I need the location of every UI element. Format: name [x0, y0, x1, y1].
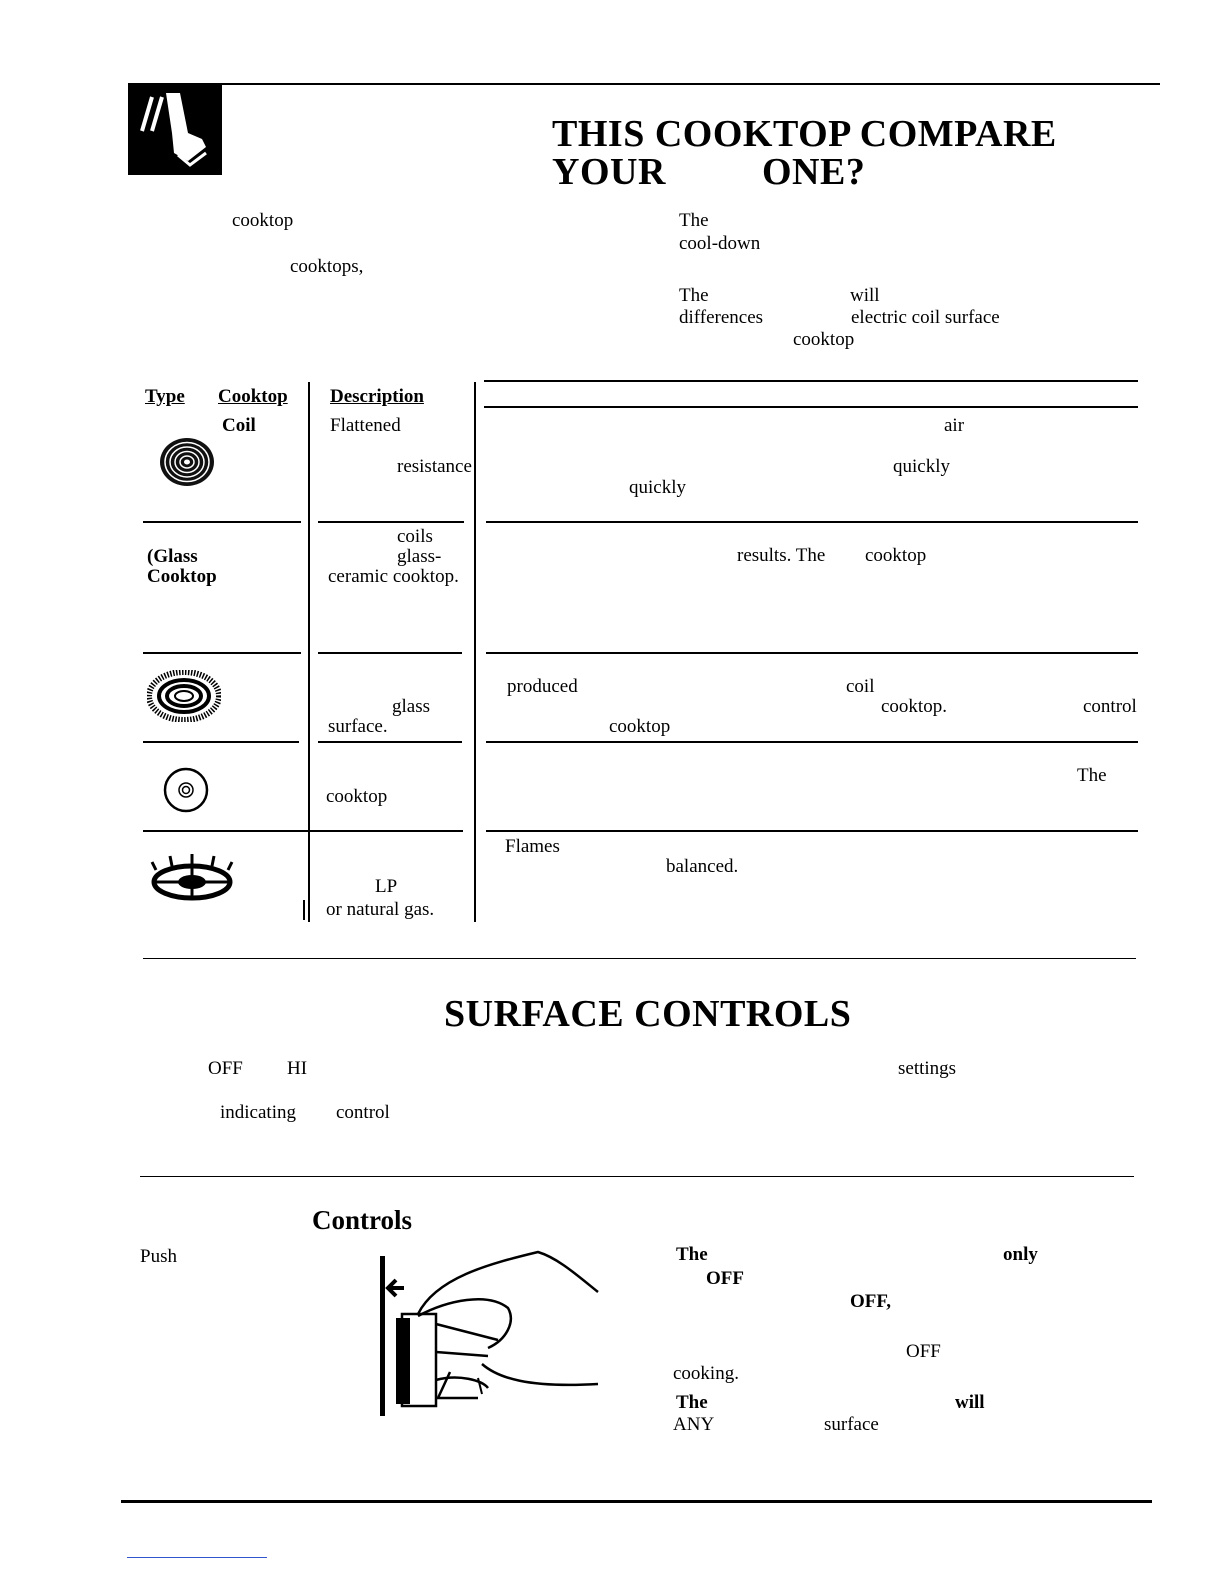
footer-link-underline	[127, 1557, 267, 1558]
surface-controls-hi: HI	[287, 1058, 308, 1079]
row4-desc-1: cooktop	[326, 786, 388, 807]
row3-comment-4: control	[1083, 696, 1137, 717]
radiant-element-icon	[147, 670, 221, 722]
row5-comment-1: Flames	[505, 836, 560, 857]
row3-comment-2: coil	[846, 676, 875, 697]
row3-rule-a	[143, 741, 299, 743]
hand-pointing-icon	[128, 83, 222, 175]
intro-right-7: cooktop	[793, 329, 855, 350]
row1-comment-3: quickly	[629, 477, 686, 498]
controls-right-6: cooking.	[673, 1363, 739, 1384]
controls-right-9: ANY	[673, 1414, 715, 1435]
row2-comment-2: cooktop	[865, 545, 927, 566]
table-col-divider-1	[308, 382, 310, 922]
col-header-cooktop: Cooktop	[218, 386, 288, 407]
row3-desc-2: surface.	[328, 716, 388, 737]
page-title-line2-a: YOUR	[552, 151, 666, 193]
row1-comment-1: air	[944, 415, 965, 436]
row4-rule-a	[143, 830, 463, 832]
surface-controls-title: SURFACE CONTROLS	[444, 993, 852, 1035]
row3-comment-5: cooktop	[609, 716, 671, 737]
row1-comment-2: quickly	[893, 456, 950, 477]
solid-disk-icon	[162, 765, 210, 815]
section-rule-1	[143, 958, 1136, 959]
intro-right-5: differences	[679, 307, 764, 328]
row2-type-b: Cooktop	[147, 566, 217, 587]
controls-right-10: surface	[824, 1414, 879, 1435]
intro-left-2: cooktops,	[290, 256, 364, 277]
row3-comment-3: cooktop.	[881, 696, 947, 717]
row5-comment-2: balanced.	[666, 856, 739, 877]
row2-rule-b	[318, 652, 462, 654]
controls-right-3: OFF	[706, 1268, 744, 1289]
controls-right-8: will	[955, 1392, 985, 1413]
controls-heading: Controls	[312, 1205, 413, 1235]
intro-right-6: electric coil surface	[851, 307, 1000, 328]
page-title: THIS COOKTOP COMPARE	[552, 113, 1057, 155]
row1-rule-b	[318, 521, 464, 523]
surface-controls-indicating: indicating	[220, 1102, 296, 1123]
top-rule	[128, 83, 1160, 85]
row3-comment-1: produced	[507, 676, 578, 697]
section-rule-2	[140, 1176, 1134, 1177]
intro-right-4: will	[850, 285, 880, 306]
row4-comment-1: The	[1077, 765, 1107, 786]
bottom-rule	[121, 1500, 1152, 1503]
row2-desc-1: coils	[397, 526, 433, 547]
intro-right-3: The	[679, 285, 709, 306]
surface-controls-off: OFF	[208, 1058, 243, 1079]
col-header-type: Type	[145, 386, 185, 407]
row1-type: Coil	[222, 415, 256, 436]
row1-desc-1: Flattened	[330, 415, 401, 436]
row2-desc-3: ceramic cooktop.	[328, 566, 459, 587]
controls-right-7: The	[676, 1392, 708, 1413]
row2-rule-a	[143, 652, 301, 654]
row1-desc-2: resistance	[397, 456, 472, 477]
gas-burner-icon	[150, 852, 234, 904]
table-top-rule	[484, 380, 1138, 382]
row5-left-tick	[303, 900, 305, 920]
row4-rule-c	[486, 830, 1138, 832]
row5-desc-1: LP	[375, 876, 398, 897]
surface-controls-control: control	[336, 1102, 390, 1123]
page-title-line2-b: ONE?	[762, 151, 866, 193]
row2-desc-2: glass-	[397, 546, 442, 567]
row5-desc-2: or natural gas.	[326, 899, 435, 920]
controls-right-2: only	[1003, 1244, 1038, 1265]
coil-burner-icon	[158, 436, 216, 488]
controls-right-1: The	[676, 1244, 708, 1265]
table-col-divider-2	[474, 382, 476, 922]
row3-rule-b	[318, 741, 462, 743]
table-header-rule	[484, 406, 1138, 408]
hand-pushing-knob-illustration	[378, 1248, 604, 1418]
row2-type-a: (Glass	[147, 546, 198, 567]
controls-right-4: OFF,	[850, 1291, 891, 1312]
intro-right-2: cool-down	[679, 233, 761, 254]
row1-rule-a	[143, 521, 301, 523]
row2-rule-c	[486, 652, 1138, 654]
surface-controls-settings: settings	[898, 1058, 957, 1079]
col-header-description: Description	[330, 386, 424, 407]
row3-desc-1: glass	[392, 696, 430, 717]
intro-left-1: cooktop	[232, 210, 294, 231]
row3-rule-c	[486, 741, 1138, 743]
intro-right-1: The	[679, 210, 709, 231]
controls-right-5: OFF	[906, 1341, 941, 1362]
row2-comment-1: results. The	[737, 545, 826, 566]
controls-push-text: Push	[140, 1246, 177, 1267]
row1-rule-c	[486, 521, 1138, 523]
